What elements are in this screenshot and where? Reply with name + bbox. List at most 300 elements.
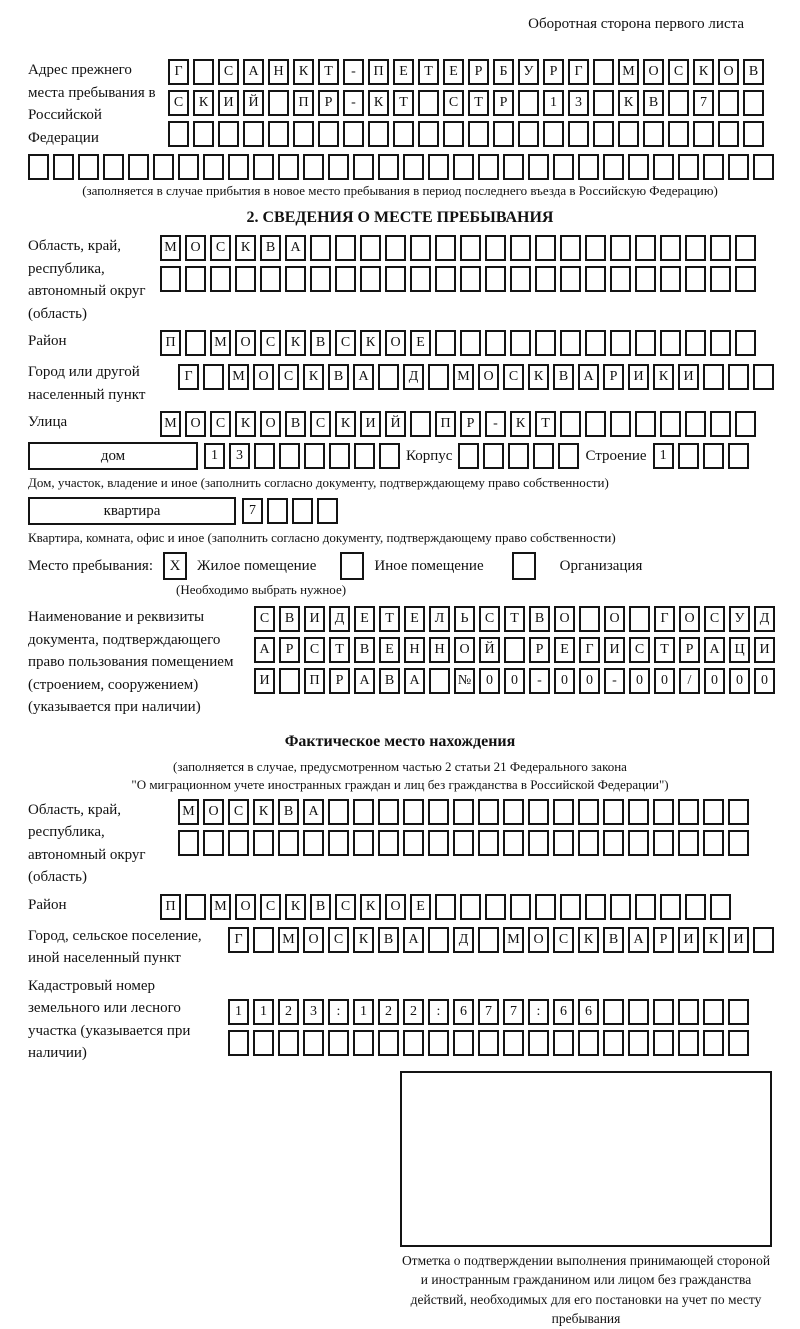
- grid-cell: [503, 1030, 524, 1056]
- grid-cell: 0: [479, 668, 500, 694]
- grid-cell: [743, 121, 764, 147]
- grid-cell: В: [285, 411, 306, 437]
- grid-cell: [353, 830, 374, 856]
- grid-cell: 0: [729, 668, 750, 694]
- grid-cell: [203, 364, 224, 390]
- grid-cell: М: [453, 364, 474, 390]
- grid-cell: Т: [418, 59, 439, 85]
- grid-cell: К: [528, 364, 549, 390]
- grid-cell: 1: [204, 443, 225, 469]
- grid-cell: О: [185, 411, 206, 437]
- grid-cell: [353, 1030, 374, 1056]
- grid-cell: [203, 154, 224, 180]
- grid-cell: [603, 830, 624, 856]
- fact-kadastr-label: Кадастровый номер земельного или лесного участка (указывается при наличии): [28, 977, 191, 1061]
- grid-cell: А: [285, 235, 306, 261]
- grid-cell: Д: [453, 927, 474, 953]
- grid-cell: С: [328, 927, 349, 953]
- s2-ulitsa-label: Улица: [28, 414, 68, 430]
- grid-cell: Т: [329, 637, 350, 663]
- grid-cell: [603, 154, 624, 180]
- s2-ulitsa-grid: [160, 411, 756, 437]
- grid-cell: [710, 411, 731, 437]
- grid-cell: [260, 266, 281, 292]
- stamp-note: Отметка о подтверждении выполнения принимающей стороной и иностранным гражданином или лицом без гражданства действий, необходимых для его постановки на учет по месту пребывания: [401, 1252, 771, 1327]
- grid-cell: И: [728, 927, 749, 953]
- grid-cell: [628, 1030, 649, 1056]
- grid-cell: [278, 1030, 299, 1056]
- grid-cell: [435, 266, 456, 292]
- grid-cell: [685, 330, 706, 356]
- grid-cell: Д: [403, 364, 424, 390]
- grid-cell: [653, 799, 674, 825]
- grid-cell: С: [503, 364, 524, 390]
- grid-cell: 0: [754, 668, 775, 694]
- grid-cell: [610, 330, 631, 356]
- grid-cell: [718, 90, 739, 116]
- fact-oblast-block: [28, 799, 772, 889]
- grid-cell: [528, 1030, 549, 1056]
- grid-cell: [628, 999, 649, 1025]
- grid-cell: 0: [504, 668, 525, 694]
- s2-ulitsa-block: [28, 411, 772, 437]
- grid-cell: [628, 154, 649, 180]
- grid-cell: [378, 799, 399, 825]
- grid-cell: М: [503, 927, 524, 953]
- s2-oblast-grid-row-1: [160, 235, 756, 261]
- grid-cell: [254, 443, 275, 469]
- grid-cell: [710, 330, 731, 356]
- grid-cell: [268, 90, 289, 116]
- grid-cell: К: [360, 894, 381, 920]
- grid-cell: Т: [379, 606, 400, 632]
- grid-cell: Е: [554, 637, 575, 663]
- grid-cell: [735, 330, 756, 356]
- grid-cell: 7: [503, 999, 524, 1025]
- grid-cell: К: [285, 330, 306, 356]
- grid-cell: 6: [453, 999, 474, 1025]
- grid-cell: [568, 121, 589, 147]
- grid-cell: [378, 154, 399, 180]
- grid-cell: 0: [654, 668, 675, 694]
- grid-cell: В: [378, 927, 399, 953]
- grid-cell: Т: [535, 411, 556, 437]
- grid-cell: [685, 411, 706, 437]
- grid-cell: [128, 154, 149, 180]
- grid-cell: К: [578, 927, 599, 953]
- prev-address-block: [28, 59, 772, 149]
- grid-cell: Т: [318, 59, 339, 85]
- grid-cell: Т: [504, 606, 525, 632]
- grid-cell: [268, 121, 289, 147]
- grid-cell: [460, 330, 481, 356]
- grid-cell: П: [304, 668, 325, 694]
- grid-cell: О: [235, 894, 256, 920]
- grid-cell: [660, 894, 681, 920]
- grid-cell: [78, 154, 99, 180]
- grid-cell: [353, 799, 374, 825]
- grid-cell: №: [454, 668, 475, 694]
- grid-cell: [435, 330, 456, 356]
- grid-cell: [329, 443, 350, 469]
- zhiloe-checkbox: X: [163, 552, 187, 580]
- grid-cell: Г: [178, 364, 199, 390]
- grid-cell: А: [704, 637, 725, 663]
- grid-cell: [328, 154, 349, 180]
- grid-cell: [403, 799, 424, 825]
- grid-cell: 1: [353, 999, 374, 1025]
- grid-cell: [678, 999, 699, 1025]
- grid-cell: И: [218, 90, 239, 116]
- grid-cell: Р: [493, 90, 514, 116]
- grid-cell: С: [254, 606, 275, 632]
- fact-gorod-label: Город, сельское поселение, иной населенный пункт: [28, 927, 202, 966]
- grid-cell: [429, 668, 450, 694]
- grid-cell: [728, 443, 749, 469]
- grid-cell: [278, 830, 299, 856]
- grid-cell: Т: [468, 90, 489, 116]
- grid-cell: О: [679, 606, 700, 632]
- grid-cell: [428, 154, 449, 180]
- grid-cell: В: [379, 668, 400, 694]
- grid-cell: А: [628, 927, 649, 953]
- s2-raion-block: [28, 330, 772, 356]
- grid-cell: [660, 330, 681, 356]
- grid-cell: С: [228, 799, 249, 825]
- grid-cell: А: [403, 927, 424, 953]
- grid-cell: [703, 999, 724, 1025]
- grid-cell: [603, 799, 624, 825]
- grid-cell: [185, 266, 206, 292]
- grid-cell: Р: [460, 411, 481, 437]
- stamp-box: [400, 1071, 772, 1247]
- grid-cell: К: [693, 59, 714, 85]
- fact-oblast-grid-row-2: [178, 830, 749, 856]
- grid-cell: [668, 121, 689, 147]
- grid-cell: [743, 90, 764, 116]
- grid-cell: [635, 411, 656, 437]
- grid-cell: К: [335, 411, 356, 437]
- grid-cell: [553, 1030, 574, 1056]
- fact-kadastr-grid-row-2: [228, 1030, 749, 1056]
- grid-cell: [610, 235, 631, 261]
- grid-cell: К: [235, 411, 256, 437]
- grid-cell: О: [643, 59, 664, 85]
- stamp-area: [400, 1071, 772, 1329]
- grid-cell: [728, 364, 749, 390]
- grid-cell: О: [303, 927, 324, 953]
- grid-cell: [560, 330, 581, 356]
- grid-cell: 6: [553, 999, 574, 1025]
- grid-cell: [528, 830, 549, 856]
- grid-cell: [393, 121, 414, 147]
- grid-cell: 7: [478, 999, 499, 1025]
- grid-cell: [318, 121, 339, 147]
- grid-cell: Р: [529, 637, 550, 663]
- grid-cell: [510, 894, 531, 920]
- grid-cell: [685, 266, 706, 292]
- grid-cell: [292, 498, 313, 524]
- grid-cell: [403, 830, 424, 856]
- grid-cell: [528, 154, 549, 180]
- grid-cell: [660, 411, 681, 437]
- grid-cell: [728, 154, 749, 180]
- grid-cell: :: [528, 999, 549, 1025]
- grid-cell: [553, 154, 574, 180]
- grid-cell: И: [628, 364, 649, 390]
- grid-cell: -: [343, 90, 364, 116]
- grid-cell: [360, 235, 381, 261]
- grid-cell: [703, 364, 724, 390]
- grid-cell: И: [754, 637, 775, 663]
- grid-cell: О: [260, 411, 281, 437]
- grid-cell: [653, 830, 674, 856]
- grid-cell: [485, 266, 506, 292]
- grid-cell: М: [160, 411, 181, 437]
- grid-cell: [518, 121, 539, 147]
- s2-oblast-grid-row-2: [160, 266, 756, 292]
- grid-cell: [510, 235, 531, 261]
- grid-cell: [493, 121, 514, 147]
- grid-cell: [279, 668, 300, 694]
- grid-cell: [503, 799, 524, 825]
- grid-cell: [678, 799, 699, 825]
- grid-cell: 0: [704, 668, 725, 694]
- grid-cell: [643, 121, 664, 147]
- grid-cell: [235, 266, 256, 292]
- grid-cell: [428, 1030, 449, 1056]
- grid-cell: [533, 443, 554, 469]
- grid-cell: [478, 1030, 499, 1056]
- grid-cell: О: [235, 330, 256, 356]
- grid-cell: [478, 927, 499, 953]
- grid-cell: О: [454, 637, 475, 663]
- grid-cell: К: [510, 411, 531, 437]
- grid-cell: [460, 894, 481, 920]
- fact-title: Фактическое место нахождения: [284, 732, 516, 750]
- grid-cell: Р: [329, 668, 350, 694]
- grid-cell: [304, 443, 325, 469]
- grid-cell: [578, 830, 599, 856]
- grid-cell: [518, 90, 539, 116]
- grid-cell: С: [210, 235, 231, 261]
- grid-cell: [635, 235, 656, 261]
- prev-address-grid-row-2: [168, 90, 764, 116]
- grid-cell: У: [518, 59, 539, 85]
- grid-cell: [678, 154, 699, 180]
- grid-cell: [710, 266, 731, 292]
- grid-cell: [503, 830, 524, 856]
- fact-note-1: (заполняется в случае, предусмотренном частью 2 статьи 21 Федерального закона: [173, 758, 627, 774]
- grid-cell: Г: [228, 927, 249, 953]
- grid-cell: К: [193, 90, 214, 116]
- grid-cell: К: [653, 364, 674, 390]
- grid-cell: [553, 830, 574, 856]
- page-title: Оборотная сторона первого листа: [528, 16, 744, 32]
- grid-cell: [403, 154, 424, 180]
- grid-cell: С: [668, 59, 689, 85]
- grid-cell: К: [285, 894, 306, 920]
- grid-cell: [279, 443, 300, 469]
- grid-cell: И: [678, 927, 699, 953]
- grid-cell: [293, 121, 314, 147]
- s2-kvartira-grid: [242, 498, 338, 524]
- grid-cell: [728, 999, 749, 1025]
- grid-cell: [618, 121, 639, 147]
- grid-cell: 0: [554, 668, 575, 694]
- grid-cell: [728, 799, 749, 825]
- grid-cell: [735, 266, 756, 292]
- grid-cell: [703, 799, 724, 825]
- prev-address-grid-row-4: [28, 154, 772, 180]
- grid-cell: В: [553, 364, 574, 390]
- grid-cell: О: [203, 799, 224, 825]
- grid-cell: И: [360, 411, 381, 437]
- fact-raion-label: Район: [28, 896, 67, 913]
- grid-cell: [378, 1030, 399, 1056]
- grid-cell: Е: [404, 606, 425, 632]
- grid-cell: Е: [393, 59, 414, 85]
- fact-raion-grid: [160, 894, 731, 920]
- grid-cell: [508, 443, 529, 469]
- grid-cell: [478, 830, 499, 856]
- grid-cell: Р: [468, 59, 489, 85]
- grid-cell: Р: [603, 364, 624, 390]
- grid-cell: [193, 59, 214, 85]
- grid-cell: [378, 830, 399, 856]
- grid-cell: /: [679, 668, 700, 694]
- grid-cell: 0: [579, 668, 600, 694]
- prev-address-grid-row-1: [168, 59, 764, 85]
- grid-cell: [593, 90, 614, 116]
- grid-cell: А: [254, 637, 275, 663]
- grid-cell: [343, 121, 364, 147]
- s2-gorod-block: [28, 361, 772, 406]
- grid-cell: В: [529, 606, 550, 632]
- grid-cell: У: [729, 606, 750, 632]
- section2-title: 2. СВЕДЕНИЯ О МЕСТЕ ПРЕБЫВАНИЯ: [246, 209, 554, 226]
- grid-cell: [510, 330, 531, 356]
- grid-cell: С: [304, 637, 325, 663]
- grid-cell: Д: [754, 606, 775, 632]
- grid-cell: Г: [568, 59, 589, 85]
- grid-cell: 0: [629, 668, 650, 694]
- grid-cell: Ь: [454, 606, 475, 632]
- grid-cell: [728, 1030, 749, 1056]
- grid-cell: Р: [543, 59, 564, 85]
- grid-cell: А: [578, 364, 599, 390]
- grid-cell: [483, 443, 504, 469]
- grid-cell: [28, 154, 49, 180]
- grid-cell: [385, 266, 406, 292]
- grid-cell: [710, 894, 731, 920]
- grid-cell: О: [718, 59, 739, 85]
- grid-cell: К: [293, 59, 314, 85]
- s2-korpus-label: Корпус: [406, 448, 453, 464]
- grid-cell: Ц: [729, 637, 750, 663]
- grid-cell: П: [293, 90, 314, 116]
- grid-cell: [635, 266, 656, 292]
- grid-cell: [585, 894, 606, 920]
- grid-cell: [410, 266, 431, 292]
- grid-cell: [328, 1030, 349, 1056]
- grid-cell: Г: [168, 59, 189, 85]
- grid-cell: С: [278, 364, 299, 390]
- s2-mesto-block: [28, 552, 772, 580]
- grid-cell: Д: [329, 606, 350, 632]
- grid-cell: Е: [443, 59, 464, 85]
- grid-cell: [203, 830, 224, 856]
- grid-cell: [385, 235, 406, 261]
- grid-cell: К: [618, 90, 639, 116]
- grid-cell: В: [310, 330, 331, 356]
- grid-cell: [303, 154, 324, 180]
- s2-dom-note: Дом, участок, владение и иное (заполнить согласно документу, подтверждающему право собственности): [28, 475, 609, 490]
- grid-cell: В: [278, 799, 299, 825]
- grid-cell: [503, 154, 524, 180]
- grid-cell: [593, 121, 614, 147]
- grid-cell: [460, 266, 481, 292]
- s2-doc-block: [28, 606, 772, 719]
- grid-cell: [543, 121, 564, 147]
- grid-cell: [558, 443, 579, 469]
- grid-cell: К: [253, 799, 274, 825]
- grid-cell: [710, 235, 731, 261]
- grid-cell: [418, 121, 439, 147]
- grid-cell: 3: [303, 999, 324, 1025]
- grid-cell: [435, 235, 456, 261]
- grid-cell: [685, 894, 706, 920]
- prev-address-label: Адрес прежнего места пребывания в Российской Федерации: [28, 62, 156, 146]
- grid-cell: [178, 154, 199, 180]
- grid-cell: [628, 830, 649, 856]
- fact-kadastr-block: [28, 975, 772, 1065]
- grid-cell: [228, 830, 249, 856]
- grid-cell: К: [235, 235, 256, 261]
- grid-cell: [435, 894, 456, 920]
- grid-cell: О: [253, 364, 274, 390]
- grid-cell: [354, 443, 375, 469]
- grid-cell: [228, 1030, 249, 1056]
- s2-mesto-label: Место пребывания:: [28, 558, 153, 574]
- grid-cell: Р: [679, 637, 700, 663]
- fact-gorod-block: [28, 925, 772, 970]
- inoe-checkbox: [340, 552, 364, 580]
- grid-cell: И: [304, 606, 325, 632]
- grid-cell: [328, 799, 349, 825]
- grid-cell: [160, 266, 181, 292]
- grid-cell: С: [553, 927, 574, 953]
- grid-cell: :: [328, 999, 349, 1025]
- grid-cell: В: [603, 927, 624, 953]
- grid-cell: [660, 266, 681, 292]
- grid-cell: [168, 121, 189, 147]
- grid-cell: М: [210, 894, 231, 920]
- grid-cell: [303, 830, 324, 856]
- grid-cell: [485, 235, 506, 261]
- grid-cell: [603, 999, 624, 1025]
- fact-raion-block: [28, 894, 772, 920]
- grid-cell: [303, 1030, 324, 1056]
- grid-cell: [653, 999, 674, 1025]
- grid-cell: И: [604, 637, 625, 663]
- grid-cell: [443, 121, 464, 147]
- s2-kvartira-note: Квартира, комната, офис и иное (заполнить согласно документу, подтверждающему право собственности): [28, 530, 616, 545]
- grid-cell: [218, 121, 239, 147]
- grid-cell: [703, 154, 724, 180]
- grid-cell: [728, 830, 749, 856]
- s2-zhiloe-label: Жилое помещение: [197, 558, 317, 574]
